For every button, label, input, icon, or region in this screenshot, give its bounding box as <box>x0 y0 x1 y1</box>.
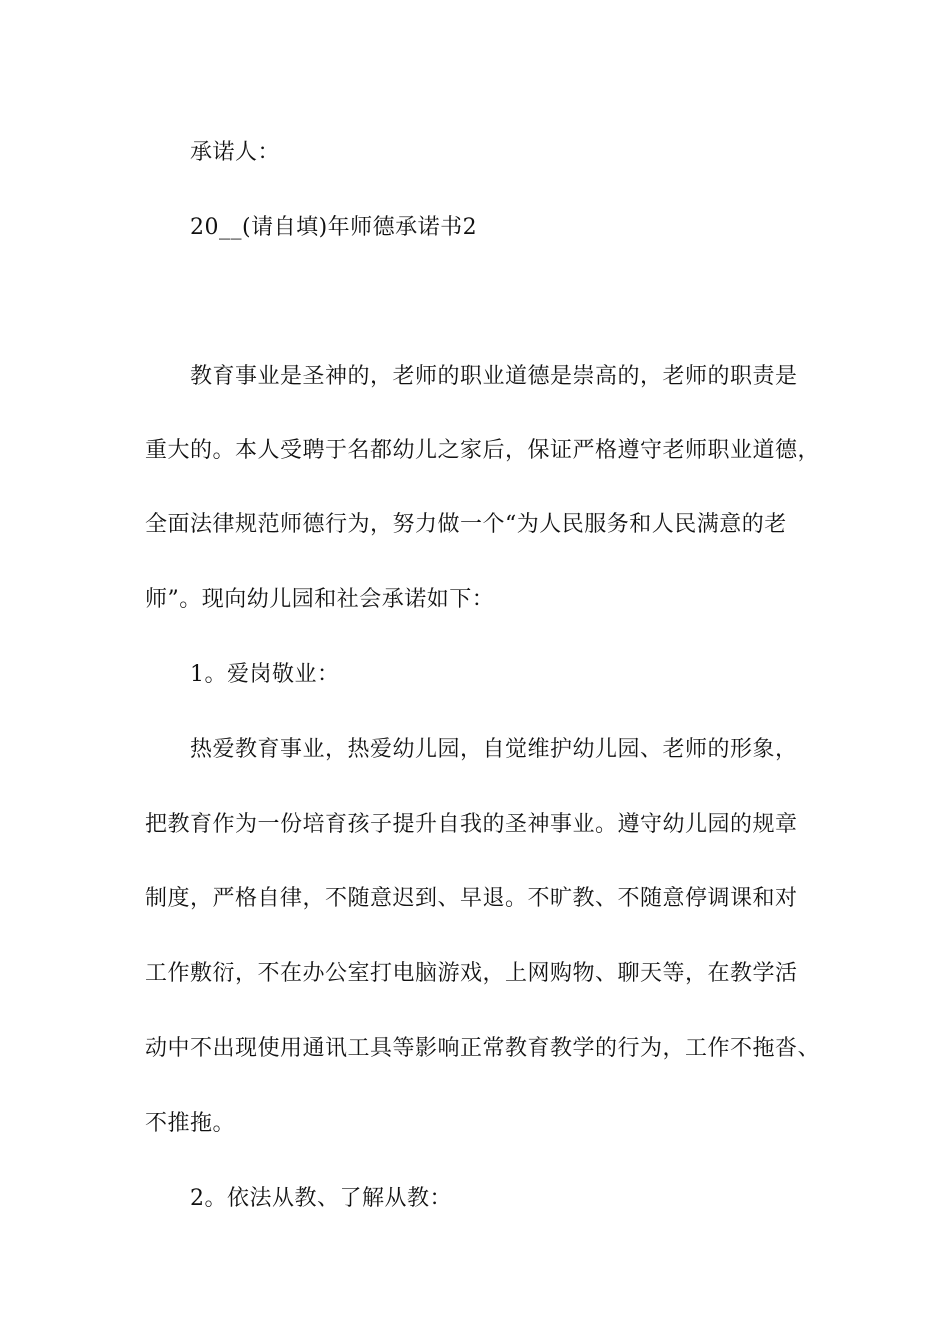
paragraph-line: 师”。现向幼儿园和社会承诺如下： <box>145 587 495 612</box>
paragraph-line: 把教育作为一份培育孩子提升自我的圣神事业。遵守幼儿园的规章 <box>145 812 798 837</box>
document-title: 20__(请自填)年师德承诺书2 <box>190 215 478 240</box>
paragraph-line: 重大的。本人受聘于名都幼儿之家后，保证严格遵守老师职业道德， <box>145 438 821 463</box>
paragraph-line: 动中不出现使用通讯工具等影响正常教育教学的行为，工作不拖沓、 <box>145 1036 821 1061</box>
paragraph-line: 工作敷衍，不在办公室打电脑游戏，上网购物、聊天等，在教学活 <box>145 961 798 986</box>
section-heading-2: 2。依法从教、了解从教： <box>190 1186 452 1211</box>
paragraph-line: 不推拖。 <box>145 1111 236 1136</box>
paragraph-line: 制度，严格自律，不随意迟到、早退。不旷教、不随意停调课和对 <box>145 886 798 911</box>
section-heading-1: 1。爱岗敬业： <box>190 662 340 687</box>
paragraph-line: 全面法律规范师德行为，努力做一个“为人民服务和人民满意的老 <box>145 512 787 537</box>
paragraph-line: 教育事业是圣神的，老师的职业道德是崇高的，老师的职责是 <box>190 364 798 389</box>
signatory-label: 承诺人： <box>190 140 281 165</box>
paragraph-line: 热爱教育事业，热爱幼儿园，自觉维护幼儿园、老师的形象， <box>190 737 798 762</box>
